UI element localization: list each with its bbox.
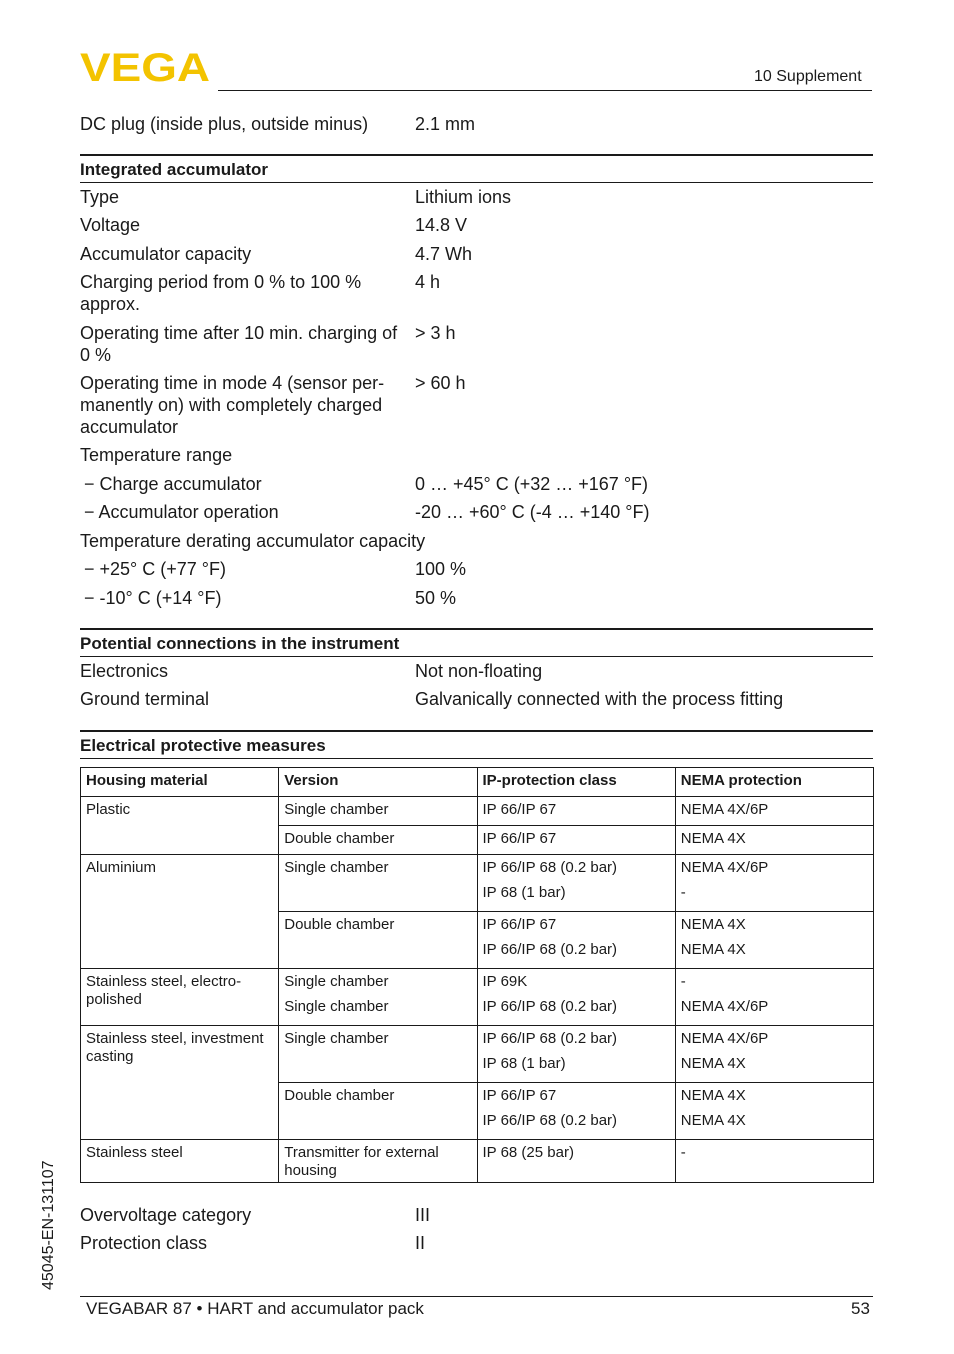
material-aluminium: Aluminium — [81, 855, 279, 969]
footer-rule — [80, 1296, 873, 1297]
nema-cell: - — [675, 1140, 873, 1183]
acc-capacity-value: 4.7 Wh — [415, 244, 473, 264]
acc-derating-label: Temperature derating accumulator capacity — [80, 531, 426, 551]
acc-op-temp-label: − Accumulator operation — [84, 502, 279, 522]
ip-value: IP 66/IP 68 (0.2 bar) — [482, 1030, 618, 1047]
ip-value: IP 68 (1 bar) — [482, 884, 566, 901]
material-ss-electropolished — [81, 969, 279, 1026]
ip-cell — [477, 1026, 675, 1083]
acc-voltage-value: 14.8 V — [415, 215, 468, 235]
nema-value: - — [680, 973, 686, 990]
electronics-label: Electronics — [80, 661, 169, 681]
acc-mode4-label-line2: manently on) with completely charged — [80, 395, 383, 415]
page-number: 53 — [851, 1299, 870, 1318]
acc-op10-label — [80, 322, 410, 366]
protective-heading: Electrical protective measures — [80, 730, 873, 759]
nema-value: NEMA 4X/6P — [680, 859, 769, 876]
ip-value: IP 66/IP 68 (0.2 bar) — [482, 998, 618, 1015]
nema-value: NEMA 4X — [680, 916, 746, 933]
col-ip-class: IP-protection class — [477, 768, 675, 797]
table-header-row — [81, 768, 874, 797]
nema-value: NEMA 4X — [680, 1087, 746, 1104]
nema-cell: NEMA 4X/6P — [675, 797, 873, 826]
version-value: Single chamber — [284, 998, 389, 1015]
ground-terminal-label: Ground terminal — [80, 689, 210, 709]
ip-value: IP 66/IP 68 (0.2 bar) — [482, 941, 618, 958]
dc-plug-label: DC plug (inside plus, outside minus) — [80, 114, 369, 134]
acc-op10-label-line2: 0 % — [80, 345, 112, 365]
overvoltage-label: Overvoltage category — [80, 1205, 252, 1225]
footer-title: VEGABAR 87 • HART and accumulator pack — [86, 1299, 424, 1318]
acc-mode4-value: > 60 h — [415, 373, 466, 393]
material-line: Stainless steel, investment — [86, 1030, 264, 1047]
acc-type-value: Lithium ions — [415, 187, 512, 207]
col-nema: NEMA protection — [675, 768, 873, 797]
version-line: housing — [284, 1162, 337, 1179]
header-rule — [218, 90, 872, 91]
nema-value: NEMA 4X — [680, 1055, 746, 1072]
electronics-value: Not non-floating — [415, 661, 543, 681]
table-row — [81, 855, 874, 912]
section-title: 10 Supplement — [754, 68, 862, 85]
ip-value: IP 66/IP 68 (0.2 bar) — [482, 1112, 618, 1129]
ip-value: IP 69K — [482, 973, 528, 990]
acc-charging-label — [80, 271, 400, 315]
nema-value: - — [680, 884, 686, 901]
document-id: 45045-EN-131107 — [40, 1160, 57, 1290]
material-plastic: Plastic — [81, 797, 279, 855]
acc-type-label: Type — [80, 187, 120, 207]
nema-cell — [675, 1026, 873, 1083]
ip-value: IP 66/IP 67 — [482, 916, 557, 933]
version-cell: Single chamber — [279, 855, 477, 912]
version-cell — [279, 969, 477, 1026]
overvoltage-value: III — [415, 1205, 431, 1225]
ip-cell: IP 66/IP 67 — [477, 826, 675, 855]
logo-text: VEGA — [80, 50, 210, 84]
ip-cell — [477, 1083, 675, 1140]
acc-capacity-label: Accumulator capacity — [80, 244, 252, 264]
material-line: casting — [86, 1048, 134, 1065]
ip-cell — [477, 969, 675, 1026]
version-cell: Single chamber — [279, 1026, 477, 1083]
version-cell: Double chamber — [279, 912, 477, 969]
acc-charging-label-line1: Charging period from 0 % to 100 % — [80, 272, 362, 292]
version-cell: Single chamber — [279, 797, 477, 826]
table-row — [81, 1026, 874, 1083]
nema-value: NEMA 4X/6P — [680, 998, 769, 1015]
nema-value: NEMA 4X — [680, 941, 746, 958]
ip-value: IP 66/IP 68 (0.2 bar) — [482, 859, 618, 876]
dc-plug-value: 2.1 mm — [415, 114, 476, 134]
ip-cell — [477, 855, 675, 912]
material-ss: Stainless steel — [81, 1140, 279, 1183]
vega-logo — [80, 50, 212, 84]
nema-value: NEMA 4X — [680, 1112, 746, 1129]
ip-cell — [477, 912, 675, 969]
nema-cell — [675, 969, 873, 1026]
protection-class-label: Protection class — [80, 1233, 208, 1253]
acc-charging-label-line2: approx. — [80, 294, 141, 314]
version-cell: Double chamber — [279, 826, 477, 855]
acc-derating-25-value: 100 % — [415, 559, 467, 579]
material-line: Stainless steel, electro- — [86, 973, 242, 990]
ip-cell: IP 68 (25 bar) — [477, 1140, 675, 1183]
acc-derating-10-value: 50 % — [415, 588, 457, 608]
ground-terminal-value: Galvanically connected with the process fitting — [415, 689, 784, 709]
acc-op-temp-value: -20 … +60° C (-4 … +140 °F) — [415, 502, 650, 522]
version-cell — [279, 1140, 477, 1183]
acc-derating-25-label: − +25° C (+77 °F) — [84, 559, 226, 579]
nema-cell: NEMA 4X — [675, 826, 873, 855]
table-row — [81, 797, 874, 826]
acc-mode4-label-line3: accumulator — [80, 417, 179, 437]
ip-value: IP 66/IP 67 — [482, 1087, 557, 1104]
acc-mode4-label — [80, 372, 400, 438]
col-version: Version — [279, 768, 477, 797]
acc-op10-value: > 3 h — [415, 323, 456, 343]
protection-class-value: II — [415, 1233, 426, 1253]
ip-value: IP 68 (1 bar) — [482, 1055, 566, 1072]
table-row — [81, 1140, 874, 1183]
acc-op10-label-line1: Operating time after 10 min. charging of — [80, 323, 398, 343]
accumulator-heading: Integrated accumulator — [80, 154, 873, 183]
material-line: polished — [86, 991, 142, 1008]
material-ss-investment — [81, 1026, 279, 1140]
acc-charging-value: 4 h — [415, 272, 441, 292]
col-housing-material: Housing material — [81, 768, 279, 797]
table-row — [81, 969, 874, 1026]
nema-cell — [675, 855, 873, 912]
acc-temp-range-label: Temperature range — [80, 445, 233, 465]
version-value: Single chamber — [284, 973, 389, 990]
potential-heading: Potential connections in the instrument — [80, 628, 873, 657]
nema-cell — [675, 1083, 873, 1140]
acc-voltage-label: Voltage — [80, 215, 141, 235]
version-line: Transmitter for external — [284, 1144, 439, 1161]
version-cell: Double chamber — [279, 1083, 477, 1140]
protection-table — [80, 767, 874, 1183]
acc-mode4-label-line1: Operating time in mode 4 (sensor per- — [80, 373, 385, 393]
nema-cell — [675, 912, 873, 969]
ip-cell: IP 66/IP 67 — [477, 797, 675, 826]
nema-value: NEMA 4X/6P — [680, 1030, 769, 1047]
acc-derating-10-label: − -10° C (+14 °F) — [84, 588, 222, 608]
acc-charge-temp-value: 0 … +45° C (+32 … +167 °F) — [415, 474, 649, 494]
acc-charge-temp-label: − Charge accumulator — [84, 474, 262, 494]
